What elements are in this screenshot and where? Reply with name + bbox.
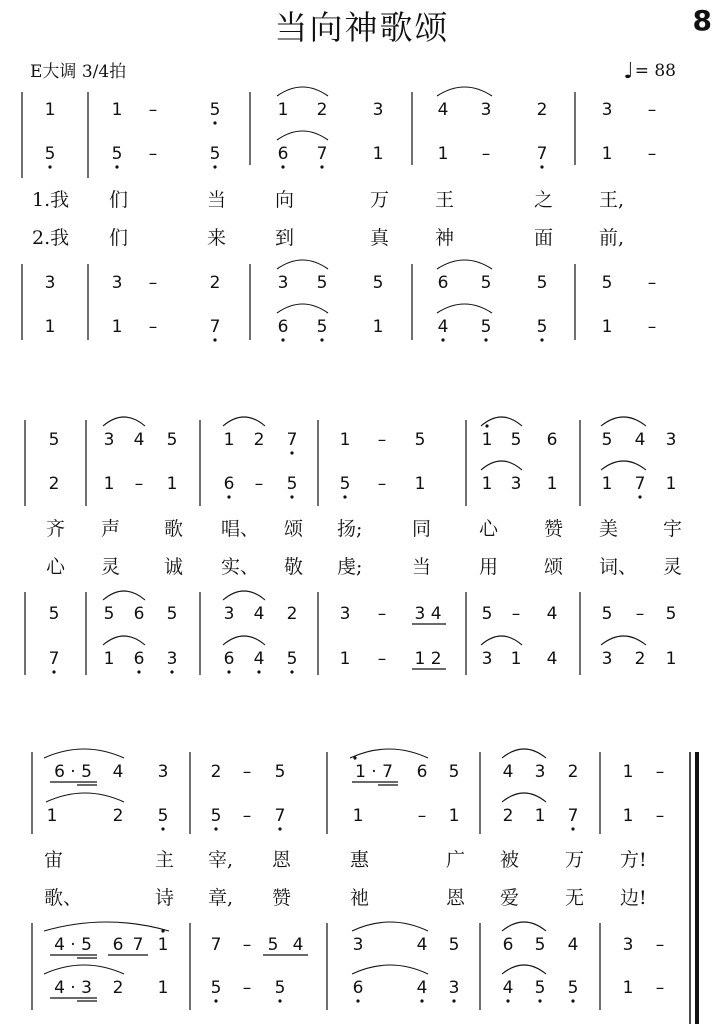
slur-arc xyxy=(223,417,265,426)
dash-extension: – xyxy=(377,430,387,450)
lower-octave-dot xyxy=(213,338,216,341)
dash-extension: – xyxy=(647,100,657,120)
note-number: 1 xyxy=(414,474,426,494)
dash-extension: – xyxy=(377,649,387,669)
note-number: 4 xyxy=(502,762,514,782)
lyric-syllable: 恩 xyxy=(446,887,466,909)
note-number: 1 xyxy=(352,806,364,826)
lyric-syllable: 到 xyxy=(275,227,295,249)
note-number: 5 xyxy=(448,935,460,955)
note-number: 7 xyxy=(132,935,144,955)
note-number: 6 xyxy=(133,649,145,669)
dash-extension: – xyxy=(635,604,645,624)
note-number: 3 xyxy=(510,474,522,494)
note-number: 2 xyxy=(502,806,514,826)
note-number: 5 xyxy=(209,144,221,164)
note-number: 7 xyxy=(316,144,328,164)
lower-octave-dot xyxy=(320,338,323,341)
note-number: 6 xyxy=(277,317,289,337)
dash-extension: – xyxy=(655,762,665,782)
lyric-syllable: 宙 xyxy=(44,849,64,871)
note-number: 5 xyxy=(510,430,522,450)
note-number: 4 xyxy=(546,649,558,669)
note-number: 5 xyxy=(111,144,123,164)
lower-octave-dot xyxy=(227,495,230,498)
note-number: 1 xyxy=(665,649,677,669)
lyric-syllable: 们 xyxy=(109,189,129,211)
note-number: 2 xyxy=(112,978,124,998)
note-number: 7 xyxy=(567,806,579,826)
lyric-syllable: 恩 xyxy=(272,849,292,871)
lyric-syllable: 灵 xyxy=(101,556,121,578)
note-number: 4 xyxy=(416,935,428,955)
lyric-syllable: 2.我 xyxy=(32,227,70,249)
note-number: 1 xyxy=(166,474,178,494)
note-number: 1 xyxy=(481,430,493,450)
note-number: 7 xyxy=(210,935,222,955)
note-number: 5 xyxy=(601,273,613,293)
note-number: 5 xyxy=(210,806,222,826)
slur-arc xyxy=(502,922,546,931)
note-number: 3 xyxy=(372,100,384,120)
lyric-syllable: 真 xyxy=(370,227,390,249)
note-number: 1 xyxy=(601,144,613,164)
note-number: 3 xyxy=(601,100,613,120)
note-number: 5 xyxy=(448,762,460,782)
slur-arc xyxy=(350,749,428,758)
lyric-syllable: 万 xyxy=(370,189,390,211)
note-number: 5 xyxy=(157,806,169,826)
dash-extension: – xyxy=(377,604,387,624)
note-number: 2 xyxy=(286,604,298,624)
lyric-syllable: 1.我 xyxy=(32,189,70,211)
note-number: 3 xyxy=(480,100,492,120)
note-number: 5 xyxy=(536,317,548,337)
note-number: 6 xyxy=(352,978,364,998)
lower-octave-dot xyxy=(540,165,543,168)
note-number: 7 xyxy=(286,430,298,450)
lyric-syllable: 宇 xyxy=(663,518,683,540)
slur-arc xyxy=(44,965,124,974)
note-number: 5 xyxy=(274,978,286,998)
dash-extension: – xyxy=(242,935,252,955)
note-number: 5 xyxy=(44,144,56,164)
lyric-syllable: 章, xyxy=(208,887,234,909)
note-number: 1 xyxy=(601,317,613,337)
lower-octave-dot xyxy=(281,338,284,341)
lyric-syllable: 来 xyxy=(207,227,227,249)
dash-extension: – xyxy=(655,978,665,998)
lower-octave-dot xyxy=(115,165,118,168)
lower-octave-dot xyxy=(227,670,230,673)
note-number: 7 xyxy=(536,144,548,164)
lower-octave-dot xyxy=(538,999,541,1002)
slur-arc xyxy=(437,304,492,313)
note-number: 1 xyxy=(534,806,546,826)
note-number: 4 xyxy=(437,100,449,120)
note-number: 1 xyxy=(277,100,289,120)
dash-extension: – xyxy=(148,317,158,337)
slur-arc xyxy=(277,304,328,313)
key-signature: E大调 3/4拍 xyxy=(30,62,127,82)
slur-arc xyxy=(601,417,646,426)
lyric-syllable: 诗 xyxy=(155,887,175,909)
lower-octave-dot xyxy=(441,338,444,341)
slur-arc xyxy=(437,87,492,96)
dash-extension: – xyxy=(254,474,264,494)
slur-arc xyxy=(46,793,124,802)
lyric-syllable: 歌 xyxy=(164,518,184,540)
note-number: 1 xyxy=(46,806,58,826)
dash-extension: – xyxy=(511,604,521,624)
note-number: 3 xyxy=(157,762,169,782)
note-number: 5 xyxy=(534,935,546,955)
lyric-syllable: 同 xyxy=(412,518,432,540)
lower-octave-dot xyxy=(137,670,140,673)
lyric-syllable: 无 xyxy=(565,887,585,909)
lyric-syllable: 王 xyxy=(435,189,455,211)
note-number: 3 xyxy=(534,762,546,782)
slur-arc xyxy=(352,922,428,931)
lower-octave-dot xyxy=(571,827,574,830)
note-number: 3 xyxy=(448,978,460,998)
lyric-syllable: 爱 xyxy=(500,887,520,909)
dash-extension: – xyxy=(242,806,252,826)
note-number: 1 xyxy=(103,649,115,669)
note-number: 5 xyxy=(414,430,426,450)
note-number: 5 xyxy=(286,649,298,669)
note-number: 4 xyxy=(112,762,124,782)
note-number: 6 xyxy=(112,935,124,955)
lyric-syllable: 灵 xyxy=(663,556,683,578)
note-number: 1 xyxy=(601,474,613,494)
upper-octave-dot xyxy=(485,424,488,427)
note-number: 3 xyxy=(44,273,56,293)
note-number: 4 xyxy=(546,604,558,624)
lyric-syllable: 万 xyxy=(565,849,585,871)
note-number: 5 xyxy=(166,430,178,450)
note-number: 5 xyxy=(601,430,613,450)
note-number: 1 xyxy=(157,935,169,955)
note-number: 1 xyxy=(339,649,351,669)
slur-arc xyxy=(223,591,265,600)
note-number: 5 xyxy=(601,604,613,624)
note-number: 5 xyxy=(274,762,286,782)
note-number: 4 xyxy=(253,604,265,624)
note-number: 1 xyxy=(448,806,460,826)
note-number: 4 xyxy=(133,430,145,450)
note-number: 5 xyxy=(316,317,328,337)
lyric-syllable: 面 xyxy=(534,227,554,249)
lyric-syllable: 当 xyxy=(412,556,432,578)
note-number: 5 xyxy=(567,978,579,998)
note-number: 1 · 7 xyxy=(355,762,393,782)
lyric-syllable: 敬 xyxy=(284,556,304,578)
quarter-note-icon: ♩ xyxy=(623,59,634,84)
note-number: 3 xyxy=(481,649,493,669)
slur-arc xyxy=(277,87,328,96)
lower-octave-dot xyxy=(506,999,509,1002)
lyric-syllable: 神 xyxy=(435,227,455,249)
note-number: 6 xyxy=(223,649,235,669)
lower-octave-dot xyxy=(452,999,455,1002)
lyric-syllable: 唱、 xyxy=(221,518,260,540)
lower-octave-dot xyxy=(278,999,281,1002)
lower-octave-dot xyxy=(214,827,217,830)
note-number: 1 xyxy=(622,806,634,826)
lyric-syllable: 颂 xyxy=(544,556,564,578)
lower-octave-dot xyxy=(213,165,216,168)
lyric-syllable: 声 xyxy=(101,518,121,540)
tempo-value: = 88 xyxy=(634,61,676,81)
lower-octave-dot xyxy=(356,999,359,1002)
lyric-syllable: 齐 xyxy=(46,518,66,540)
lyric-syllable: 边! xyxy=(620,887,647,909)
note-number: 7 xyxy=(274,806,286,826)
dash-extension: – xyxy=(647,273,657,293)
lyric-syllable: 歌、 xyxy=(44,887,83,909)
note-number: 1 xyxy=(44,100,56,120)
lyric-syllable: 词、 xyxy=(599,556,638,578)
note-number: 4 xyxy=(292,935,304,955)
note-number: 7 xyxy=(209,317,221,337)
lower-octave-dot xyxy=(48,165,51,168)
note-number: 1 xyxy=(103,474,115,494)
slur-arc xyxy=(352,965,428,974)
note-number: 1 2 xyxy=(414,649,442,669)
note-number: 2 xyxy=(536,100,548,120)
note-number: 1 xyxy=(481,474,493,494)
note-number: 5 xyxy=(534,978,546,998)
slur-arc xyxy=(502,965,546,974)
lower-octave-dot xyxy=(278,827,281,830)
note-number: 3 xyxy=(166,649,178,669)
note-number: 1 xyxy=(437,144,449,164)
lyric-syllable: 主 xyxy=(155,849,175,871)
note-number: 6 · 5 xyxy=(54,762,92,782)
lyric-syllable: 祂 xyxy=(350,887,370,909)
note-number: 5 xyxy=(166,604,178,624)
note-number: 6 xyxy=(416,762,428,782)
note-number: 1 xyxy=(44,317,56,337)
note-number: 7 xyxy=(634,474,646,494)
dash-extension: – xyxy=(647,144,657,164)
lower-octave-dot xyxy=(638,495,641,498)
dash-extension: – xyxy=(134,474,144,494)
note-number: 3 xyxy=(103,430,115,450)
dash-extension: – xyxy=(242,762,252,782)
slur-arc xyxy=(103,591,145,600)
note-number: 3 xyxy=(352,935,364,955)
dash-extension: – xyxy=(655,935,665,955)
dash-extension: – xyxy=(148,100,158,120)
note-number: 5 xyxy=(267,935,279,955)
lyric-syllable: 前, xyxy=(599,227,625,249)
note-number: 5 xyxy=(372,273,384,293)
note-number: 2 xyxy=(567,762,579,782)
lyric-syllable: 心 xyxy=(479,518,499,540)
lyric-syllable: 用 xyxy=(479,556,499,578)
lyric-syllable: 之 xyxy=(534,189,554,211)
note-number: 3 xyxy=(665,430,677,450)
note-number: 1 xyxy=(111,317,123,337)
note-number: 4 xyxy=(567,935,579,955)
lyric-syllable: 被 xyxy=(500,849,520,871)
lyric-syllable: 美 xyxy=(599,518,619,540)
note-number: 1 xyxy=(372,144,384,164)
note-number: 5 xyxy=(480,273,492,293)
lower-octave-dot xyxy=(484,338,487,341)
note-number: 2 xyxy=(634,649,646,669)
lyric-syllable: 赞 xyxy=(544,518,564,540)
note-number: 7 xyxy=(48,649,60,669)
note-number: 3 xyxy=(622,935,634,955)
note-number: 6 xyxy=(277,144,289,164)
note-number: 4 xyxy=(502,978,514,998)
dash-extension: – xyxy=(481,144,491,164)
note-number: 5 xyxy=(103,604,115,624)
note-number: 2 xyxy=(316,100,328,120)
lower-octave-dot xyxy=(420,999,423,1002)
note-number: 2 xyxy=(48,474,60,494)
note-number: 4 xyxy=(416,978,428,998)
note-number: 6 xyxy=(437,273,449,293)
note-number: 3 xyxy=(223,604,235,624)
slur-arc xyxy=(601,461,646,470)
lyric-syllable: 实、 xyxy=(221,556,260,578)
note-number: 5 xyxy=(481,604,493,624)
lyric-syllable: 扬; xyxy=(337,518,363,540)
lower-octave-dot xyxy=(281,165,284,168)
dash-extension: – xyxy=(148,273,158,293)
lower-octave-dot xyxy=(343,495,346,498)
lyric-syllable: 王, xyxy=(599,189,625,211)
note-number: 1 xyxy=(157,978,169,998)
note-number: 5 xyxy=(316,273,328,293)
lyric-syllable: 诚 xyxy=(164,556,184,578)
lower-octave-dot xyxy=(214,999,217,1002)
note-number: 4 xyxy=(634,430,646,450)
lyric-syllable: 虔; xyxy=(337,556,363,578)
note-number: 5 xyxy=(48,430,60,450)
page-title: 当向神歌颂 xyxy=(274,8,450,47)
lyric-syllable: 赞 xyxy=(272,887,292,909)
lyric-syllable: 广 xyxy=(446,849,466,871)
slur-arc xyxy=(103,636,145,645)
note-number: 1 xyxy=(111,100,123,120)
slur-arc xyxy=(223,636,265,645)
lower-octave-dot xyxy=(52,670,55,673)
note-number: 1 xyxy=(622,762,634,782)
lower-octave-dot xyxy=(290,670,293,673)
lower-octave-dot xyxy=(161,827,164,830)
slur-arc xyxy=(437,260,492,269)
note-number: 2 xyxy=(210,762,222,782)
note-number: 3 xyxy=(277,273,289,293)
note-number: 2 xyxy=(253,430,265,450)
lyric-syllable: 宰, xyxy=(208,849,234,871)
slur-arc xyxy=(601,636,646,645)
lower-octave-dot xyxy=(290,495,293,498)
note-number: 3 xyxy=(601,649,613,669)
lower-octave-dot xyxy=(571,999,574,1002)
lower-octave-dot xyxy=(540,338,543,341)
slur-arc xyxy=(502,749,546,758)
slur-arc xyxy=(44,749,124,758)
slur-arc xyxy=(44,922,169,931)
lower-octave-dot xyxy=(290,451,293,454)
lower-octave-dot xyxy=(257,670,260,673)
note-number: 5 xyxy=(210,978,222,998)
note-number: 5 xyxy=(209,100,221,120)
dash-extension: – xyxy=(647,317,657,337)
note-number: 4 · 5 xyxy=(54,935,92,955)
note-number: 5 xyxy=(665,604,677,624)
note-number: 2 xyxy=(209,273,221,293)
lyric-syllable: 向 xyxy=(275,189,295,211)
note-number: 5 xyxy=(48,604,60,624)
dash-extension: – xyxy=(242,978,252,998)
lyric-syllable: 惠 xyxy=(350,849,370,871)
slur-arc xyxy=(277,260,328,269)
note-number: 6 xyxy=(546,430,558,450)
note-number: 3 xyxy=(111,273,123,293)
note-number: 4 xyxy=(253,649,265,669)
lyric-syllable: 方! xyxy=(620,849,647,871)
slur-arc xyxy=(481,461,522,470)
note-number: 5 xyxy=(480,317,492,337)
note-number: 3 4 xyxy=(414,604,442,624)
note-number: 6 xyxy=(502,935,514,955)
note-number: 1 xyxy=(622,978,634,998)
note-number: 1 xyxy=(546,474,558,494)
note-number: 4 xyxy=(437,317,449,337)
slur-arc xyxy=(103,417,145,426)
lyric-syllable: 心 xyxy=(46,556,66,578)
dash-extension: – xyxy=(417,806,427,826)
lyric-syllable: 们 xyxy=(109,227,129,249)
dash-extension: – xyxy=(377,474,387,494)
note-number: 3 xyxy=(339,604,351,624)
dash-extension: – xyxy=(655,806,665,826)
note-number: 6 xyxy=(223,474,235,494)
note-number: 5 xyxy=(286,474,298,494)
dash-extension: – xyxy=(148,144,158,164)
slur-arc xyxy=(277,131,328,140)
note-number: 1 xyxy=(510,649,522,669)
slur-arc xyxy=(502,793,546,802)
lower-octave-dot xyxy=(213,121,216,124)
note-number: 5 xyxy=(536,273,548,293)
lower-octave-dot xyxy=(170,670,173,673)
note-number: 1 xyxy=(339,430,351,450)
note-number: 2 xyxy=(112,806,124,826)
note-number: 5 xyxy=(339,474,351,494)
note-number: 1 xyxy=(665,474,677,494)
slur-arc xyxy=(481,636,522,645)
note-number: 4 · 3 xyxy=(54,978,92,998)
note-number: 6 xyxy=(133,604,145,624)
note-number: 1 xyxy=(372,317,384,337)
page-number: 8 xyxy=(692,4,712,37)
lyric-syllable: 当 xyxy=(207,189,227,211)
lower-octave-dot xyxy=(320,165,323,168)
note-number: 1 xyxy=(223,430,235,450)
lyric-syllable: 颂 xyxy=(284,518,304,540)
